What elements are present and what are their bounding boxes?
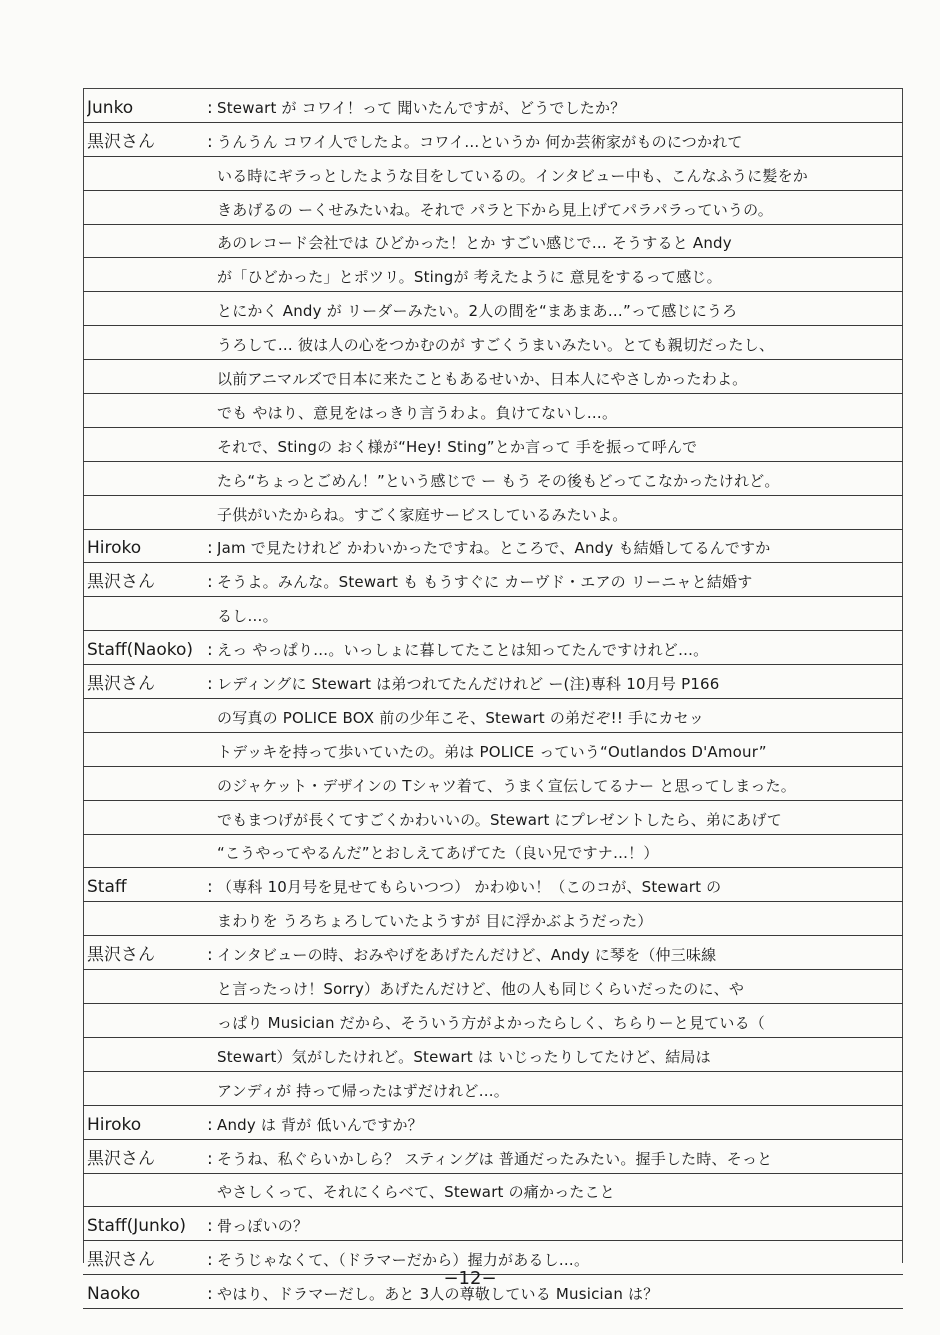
line-text: とにかく Andy が リーダーみたい。2人の間を“まあまあ…”って感じにうろ	[217, 302, 738, 321]
speaker-name: Junko	[87, 97, 134, 118]
speaker-name: 黒沢さん	[87, 945, 155, 966]
line-text: Stewart）気がしたけれど。Stewart は いじったりしてたけど、結局は	[217, 1047, 711, 1066]
speaker-name: 黒沢さん	[87, 572, 155, 593]
transcript-line	[83, 665, 903, 699]
speaker-name: Staff(Naoko)	[87, 640, 194, 661]
speaker-name: Naoko	[87, 1284, 141, 1305]
speaker-colon: :	[207, 572, 213, 593]
speaker-colon: :	[207, 945, 213, 966]
line-text: 以前アニマルズで日本に来たこともあるせいか、日本人にやさしかったわよ。	[217, 370, 748, 389]
speaker-colon: :	[207, 1216, 213, 1237]
transcript-line	[83, 1140, 903, 1174]
transcript-line	[83, 462, 903, 496]
transcript-line	[83, 1174, 903, 1208]
transcript-line	[83, 936, 903, 970]
speaker-colon: :	[207, 640, 213, 661]
line-text: そうよ。みんな。Stewart も もうすぐに カーヴド・エアの リーニャと結婚す	[217, 573, 753, 592]
transcript-line	[83, 428, 903, 462]
transcript-line	[83, 767, 903, 801]
speaker-name: Staff	[87, 877, 127, 898]
line-text: Andy は 背が 低いんですか？	[217, 1115, 423, 1134]
line-text: トデッキを持って歩いていたの。弟は POLICE っていう“Outlandos D'Amour”	[217, 742, 767, 761]
transcript-line	[83, 191, 903, 225]
transcript-line	[83, 835, 903, 869]
line-text: “こうやってやるんだ”とおしえてあげてた（良い兄ですナ…！）	[217, 844, 659, 863]
transcript-line	[83, 123, 903, 157]
speaker-name: Staff(Junko)	[87, 1216, 187, 1237]
speaker-colon: :	[207, 1284, 213, 1305]
transcript-line	[83, 1106, 903, 1140]
line-text: あのレコード会社では ひどかった！とか すごい感じで… そうすると Andy	[217, 234, 732, 253]
line-text: うろして… 彼は人の心をつかむのが すごくうまいみたい。とても親切だったし、	[217, 336, 775, 355]
transcript-line	[83, 530, 903, 564]
speaker-name: Hiroko	[87, 1114, 142, 1135]
line-text: うんうん コワイ人でしたよ。コワイ…というか 何か芸術家がものにつかれて	[217, 132, 743, 151]
line-text: 子供がいたからね。すごく家庭サービスしているみたいよ。	[217, 505, 628, 524]
line-text: インタビューの時、おみやげをあげたんだけど、Andy に琴を（仲三味線	[217, 946, 717, 965]
line-text: まわりを うろちょろしていたようすが 目に浮かぶようだった）	[217, 912, 653, 931]
speaker-colon: :	[207, 1148, 213, 1169]
line-text: やさしくって、それにくらべて、Stewart の痛かったこと	[217, 1183, 616, 1202]
speaker-name: 黒沢さん	[87, 1250, 155, 1271]
transcript-line	[83, 699, 903, 733]
transcript-line	[83, 258, 903, 292]
transcript-line	[83, 597, 903, 631]
line-text: が「ひどかった」とポツリ。Stingが 考えたように 意見をするって感じ。	[217, 268, 722, 287]
transcript-line	[83, 801, 903, 835]
line-text: っぱり Musician だから、そういう方がよかったらしく、ちらりーと見ている（	[217, 1013, 765, 1032]
speaker-colon: :	[207, 877, 213, 898]
transcript-line	[83, 326, 903, 360]
speaker-colon: :	[207, 1250, 213, 1271]
speaker-colon: :	[207, 1114, 213, 1135]
line-text: Stewart が コワイ！って 聞いたんですが、どうでしたか？	[217, 98, 626, 117]
line-text: 骨っぽいの？	[217, 1217, 309, 1236]
line-text: やはり、ドラマーだし。あと 3人の尊敬している Musician は？	[217, 1285, 659, 1304]
transcript-line	[83, 1004, 903, 1038]
transcript-line	[83, 157, 903, 191]
line-text: のジャケット・デザインの Tシャツ着て、うまく宣伝してるナー と思ってしまった。	[217, 776, 797, 795]
speaker-name: 黒沢さん	[87, 674, 155, 695]
transcript-line	[83, 1072, 903, 1106]
speaker-colon: :	[207, 131, 213, 152]
line-text: Jam で見たけれど かわいかったですね。ところで、Andy も結婚してるんですか	[217, 539, 771, 558]
transcript-line	[83, 1207, 903, 1241]
line-text: えっ やっぱり…。いっしょに暮してたことは知ってたんですけれど…。	[217, 641, 709, 660]
line-text: でも やはり、意見をはっきり言うわよ。負けてないし…。	[217, 403, 618, 422]
transcript-line	[83, 902, 903, 936]
transcript-line	[83, 225, 903, 259]
transcript-line	[83, 360, 903, 394]
line-text: アンディが 持って帰ったはずだけれど…。	[217, 1081, 509, 1100]
line-text: の写真の POLICE BOX 前の少年こそ、Stewart の弟だぞ!! 手にカセッ	[217, 708, 705, 727]
speaker-colon: :	[207, 538, 213, 559]
line-text: でもまつげが長くてすごくかわいいの。Stewart にプレゼントしたら、弟にあげて	[217, 810, 782, 829]
transcript-line	[83, 89, 903, 123]
speaker-name: 黒沢さん	[87, 131, 155, 152]
transcript-line	[83, 868, 903, 902]
line-text: たら“ちょっとごめん！”という感じで ー もう その後もどってこなかったけれど。	[217, 471, 780, 490]
speaker-colon: :	[207, 674, 213, 695]
transcript-line	[83, 563, 903, 597]
line-text: るし…。	[217, 607, 278, 626]
transcript-line	[83, 733, 903, 767]
transcript-line	[83, 970, 903, 1004]
line-text: そうね、私ぐらいかしら？ スティングは 普通だったみたい。握手した時、そっと	[217, 1149, 773, 1168]
transcript-line	[83, 292, 903, 326]
line-text: と言ったっけ！Sorry）あげたんだけど、他の人も同じくらいだったのに、や	[217, 980, 745, 999]
transcript-line	[83, 394, 903, 428]
speaker-name: 黒沢さん	[87, 1148, 155, 1169]
line-text: レディングに Stewart は弟つれてたんだけれど ー(注)専科 10月号 P166	[217, 675, 720, 694]
line-text: （専科 10月号を見せてもらいつつ） かわゆい！（このコが、Stewart の	[217, 878, 722, 897]
line-text: そうじゃなくて、（ドラマーだから）握力があるし…。	[217, 1251, 590, 1270]
line-text: いる時にギラっとしたような目をしているの。インタビュー中も、こんなふうに髪をか	[217, 166, 809, 185]
transcript-line	[83, 1038, 903, 1072]
speaker-name: Hiroko	[87, 538, 142, 559]
page-number: −12−	[443, 1268, 497, 1289]
speaker-colon: :	[207, 97, 213, 118]
line-text: きあげるの ーくせみたいね。それで パラと下から見上げてパラパラっていうの。	[217, 200, 773, 219]
transcript-line	[83, 631, 903, 665]
transcript-lines	[83, 88, 903, 1309]
line-text: それで、Stingの おく様が“Hey! Sting”とか言って 手を振って呼んで	[217, 437, 698, 456]
transcript-line	[83, 496, 903, 530]
